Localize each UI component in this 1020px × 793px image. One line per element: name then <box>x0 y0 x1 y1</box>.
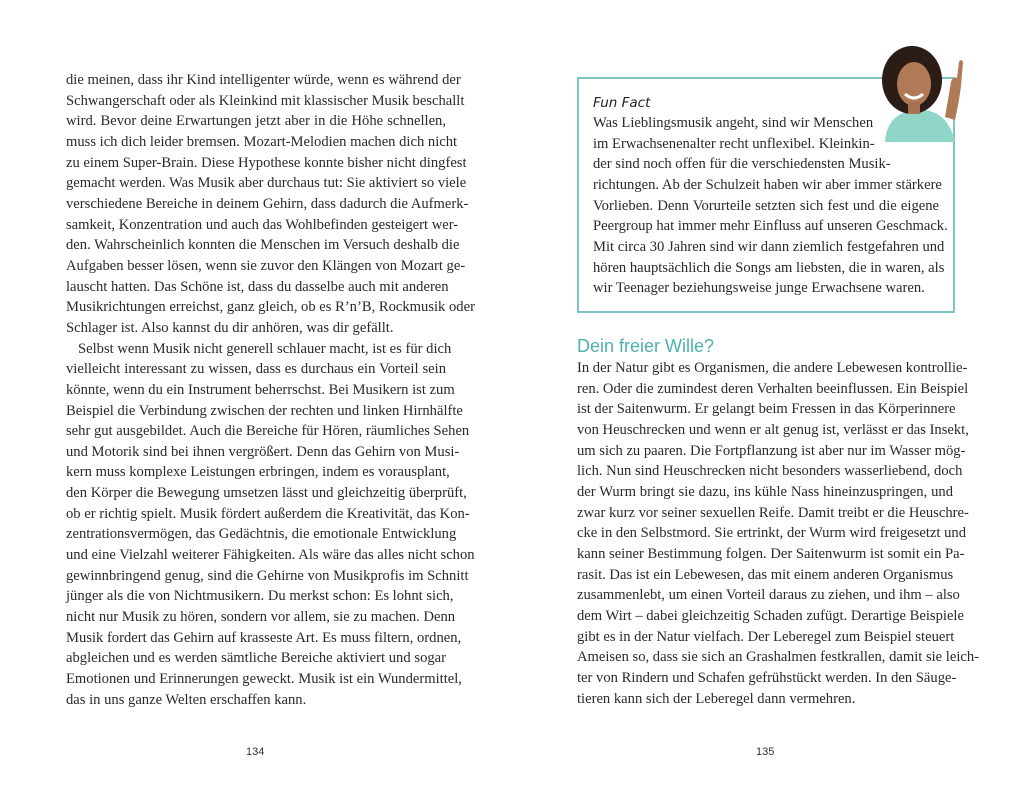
text-line: im Erwachsenenalter recht unflexibel. Kleinkin- <box>593 135 875 152</box>
text-line: zusammenlebt, um einen Vorteil daraus zu ziehen, und ihm – also <box>577 587 960 604</box>
woman-pointing-illustration <box>867 42 967 152</box>
text-line: ren. Oder die zumindest deren Verhalten beeinflussen. Ein Beispiel <box>577 380 969 397</box>
text-line: cke in den Selbstmord. Sie ertrinkt, der Wurm wird freigesetzt und <box>577 525 967 542</box>
text-line: jünger als die von Nichtmusikern. Du merkst schon: Es lohnt sich, <box>66 588 454 605</box>
text-line: Schlager ist. Also kannst du dir anhören, was dir gefällt. <box>66 319 394 336</box>
left-page-body <box>66 70 475 710</box>
text-line: Emotionen und Erinnerungen geweckt. Musik ist ein Wundermittel, <box>66 671 462 688</box>
fun-fact-title: Fun Fact <box>593 95 651 111</box>
text-line: gibt es in der Natur vielfach. Der Leberegel zum Beispiel steuert <box>577 628 955 645</box>
text-line: Ameisen so, dass sie sich an Grashalmen festkrallen, damit sie leich- <box>577 649 980 666</box>
text-line: vielleicht interessant zu wissen, dass es durchaus ein Vorteil sein <box>66 361 446 378</box>
text-line: richtungen. Ab der Schulzeit haben wir aber immer stärkere <box>593 176 942 193</box>
text-line: kann seiner Bestimmung folgen. Der Saitenwurm ist somit ein Pa- <box>577 545 965 562</box>
text-line: das in uns ganze Welten erschaffen kann. <box>66 691 307 708</box>
right-page-body <box>577 358 980 709</box>
text-line: lauscht hatten. Das Schöne ist, dass du dasselbe auch mit anderen <box>66 278 449 295</box>
text-line: wir Teenager beziehungsweise junge Erwachsene waren. <box>593 280 925 297</box>
text-line: der sind noch offen für die verschiedensten Musik- <box>593 156 891 173</box>
text-line: Peergroup hat immer mehr Einfluss auf unseren Geschmack. <box>593 218 948 235</box>
text-line: kern muss komplexe Leistungen erbringen, indem es vorausplant, <box>66 464 450 481</box>
text-line: muss ich dich leider bremsen. Mozart-Melodien machen dich nicht <box>66 133 458 150</box>
text-line: Aufgaben besser lösen, wenn sie zuvor den Klängen von Mozart ge- <box>66 257 466 274</box>
text-line: den. Wahrscheinlich konnten die Menschen im Versuch deshalb die <box>66 237 460 254</box>
text-line: zentrationsvermögen, das Gedächtnis, die emotionale Entwicklung <box>66 526 457 543</box>
text-line: rasit. Das ist ein Lebewesen, das mit einem anderen Organismus <box>577 566 954 583</box>
paragraph <box>66 70 475 339</box>
page-number: 135 <box>756 746 775 758</box>
text-line: tieren kann sich der Leberegel dann vermehren. <box>577 690 856 707</box>
text-line: zwar kurz vor seiner sexuellen Reife. Damit treibt er die Heuschre- <box>577 504 969 521</box>
text-line: Musikrichtungen erreichst, ganz gleich, ob es R’n’B, Rockmusik oder <box>66 299 475 316</box>
text-line: Selbst wenn Musik nicht generell schlauer macht, ist es für dich <box>78 340 452 357</box>
text-line: zu einem Super-Brain. Diese Hypothese konnte bisher nicht dingfest <box>66 154 467 171</box>
text-line: abgleichen und es werden sämtliche Bereiche aktiviert und sogar <box>66 650 446 667</box>
text-line: ob er richtig spielt. Musik fördert außerdem die Kreativität, das Kon- <box>66 505 470 522</box>
text-line: lich. Nun sind Heuschrecken nicht besonders wasserliebend, doch <box>577 463 963 480</box>
paragraph <box>66 339 475 711</box>
text-line: gemacht werden. Was Musik aber durchaus tut: Sie aktiviert so viele <box>66 175 467 192</box>
text-line: Beispiel die Verbindung zwischen der rechten und linken Hirnhälfte <box>66 402 463 419</box>
text-line: hören hauptsächlich die Songs am liebsten, die in waren, als <box>593 259 945 276</box>
text-line: von Heuschrecken und wenn er alt genug ist, verlässt er das Insekt, <box>577 421 969 438</box>
text-line: wird. Bevor deine Erwartungen jetzt aber in die Höhe schnellen, <box>66 113 446 130</box>
text-line: Mit circa 30 Jahren sind wir dann ziemlich festgefahren und <box>593 238 945 255</box>
text-line: und Motorik sind bei ihnen vergrößert. Denn das Gehirn von Musi- <box>66 443 460 460</box>
text-line: Was Lieblingsmusik angeht, sind wir Menschen <box>593 115 874 131</box>
text-line: gewinnbringend genug, sind die Gehirne von Musikprofis im Schnitt <box>66 567 469 584</box>
text-line: dem Wirt – dabei gleichzeitig Schaden zufügt. Derartige Beispiele <box>577 607 964 624</box>
text-line: um sich zu paaren. Die Fortpflanzung ist aber nur im Wasser mög- <box>577 442 966 459</box>
text-line: Schwangerschaft oder als Kleinkind mit klassischer Musik beschallt <box>66 92 465 109</box>
text-line: samkeit, Konzentration und auch das Wohlbefinden gesteigert wer- <box>66 216 459 233</box>
text-line: sehr gut ausgebildet. Auch die Bereiche für Hören, räumliches Sehen <box>66 423 470 440</box>
text-line: ist der Saitenwurm. Er gelangt beim Fressen in das Körperinnere <box>577 401 956 418</box>
text-line: In der Natur gibt es Organismen, die andere Lebewesen kontrollie- <box>577 360 968 376</box>
page-number: 134 <box>246 746 265 758</box>
text-line: Vorlieben. Denn Vorurteile setzten sich fest und die eigene <box>593 197 939 214</box>
text-line: Musik fordert das Gehirn auf krasseste Art. Es muss filtern, ordnen, <box>66 629 462 646</box>
text-line: ter von Rindern und Schafen gefrühstückt werden. In den Säuge- <box>577 669 957 686</box>
text-line: könnte, wenn du ein Instrument beherrschst. Bei Musikern ist zum <box>66 381 455 398</box>
section-heading: Dein freier Wille? <box>577 336 715 356</box>
text-line: der Wurm bringt sie dazu, ins kühle Nass hineinzuspringen, und <box>577 483 953 500</box>
text-line: den Körper die Bewegung umsetzen lässt und gleichzeitig überprüft, <box>66 485 467 502</box>
text-line: nicht nur Musik zu hören, sondern vor allem, sie zu machen. Denn <box>66 609 456 626</box>
text-line: die meinen, dass ihr Kind intelligenter würde, wenn es während der <box>66 72 461 88</box>
text-line: verschiedene Bereiche in deinem Gehirn, dass dadurch die Aufmerk- <box>66 195 469 212</box>
text-line: und eine Vielzahl weiterer Fähigkeiten. Als wäre das alles nicht schon <box>66 547 475 564</box>
right-page <box>510 0 1020 793</box>
